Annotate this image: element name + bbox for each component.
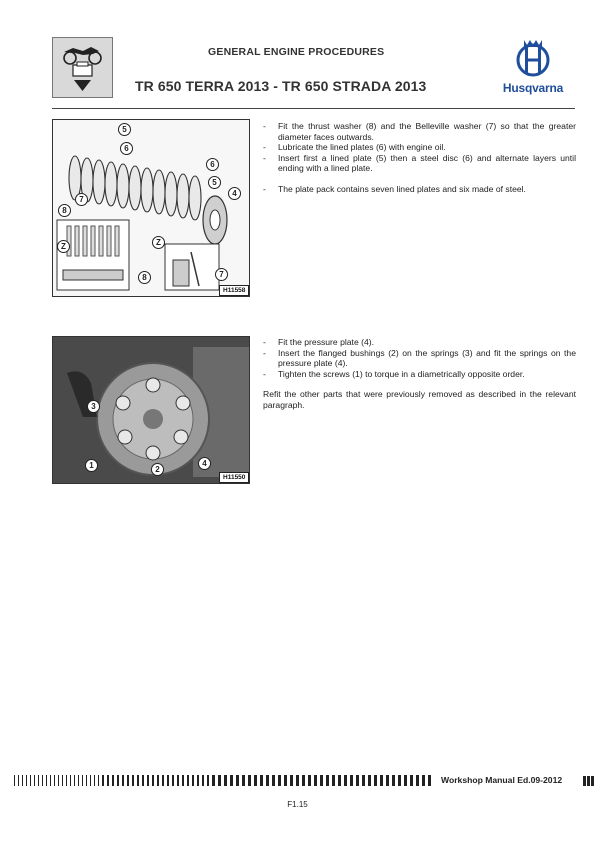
- brand-name: Husqvarna: [502, 81, 564, 95]
- instruction-item: - Insert first a lined plate (5) then a steel disc (6) and alternate layers until ending with a lined plate.: [263, 153, 576, 174]
- callout-4: 4: [198, 457, 211, 470]
- callout-2: 2: [151, 463, 164, 476]
- callout-z-left: Z: [57, 240, 70, 253]
- instruction-item: - Tighten the screws (1) to torque in a diametrically opposite order.: [263, 369, 576, 380]
- crown-icon: [492, 37, 574, 81]
- manual-edition: Workshop Manual Ed.09-2012: [441, 775, 563, 785]
- instruction-item: - Insert the flanged bushings (2) on the springs (3) and fit the springs on the pressure plate (4).: [263, 348, 576, 369]
- husqvarna-logo: [492, 37, 574, 99]
- footer-block-marks: [583, 776, 595, 786]
- instruction-item: - Fit the thrust washer (8) and the Belleville washer (7) so that the greater diameter faces outwards.: [263, 121, 576, 142]
- engine-workshop-icon: [52, 37, 113, 98]
- callout-7-detail: 7: [215, 268, 228, 281]
- figure-code: H11550: [219, 472, 249, 483]
- callout-5-right: 5: [208, 176, 221, 189]
- step1-instructions: [263, 121, 576, 195]
- engine-clutch-photo: [53, 337, 249, 483]
- instruction-item: - The plate pack contains seven lined plates and six made of steel.: [263, 184, 576, 195]
- barcode-strip-decoration: [14, 775, 432, 786]
- refit-note: Refit the other parts that were previously removed as described in the relevant paragraph.: [263, 389, 576, 410]
- callout-5: 5: [118, 123, 131, 136]
- pressure-plate-figure: [52, 336, 250, 484]
- section-title: GENERAL ENGINE PROCEDURES: [208, 46, 385, 58]
- figure-code: H11558: [219, 285, 249, 296]
- callout-8-detail: 8: [138, 271, 151, 284]
- instruction-item: - Lubricate the lined plates (6) with engine oil.: [263, 142, 576, 153]
- header-divider: [52, 108, 575, 109]
- model-title: TR 650 TERRA 2013 - TR 650 STRADA 2013: [135, 78, 427, 94]
- callout-7: 7: [75, 193, 88, 206]
- callout-3: 3: [87, 400, 100, 413]
- page-number: F1.15: [287, 800, 308, 809]
- callout-6-right: 6: [206, 158, 219, 171]
- callout-1: 1: [85, 459, 98, 472]
- callout-8: 8: [58, 204, 71, 217]
- callout-z-right: Z: [152, 236, 165, 249]
- instruction-item: - Fit the pressure plate (4).: [263, 337, 576, 348]
- callout-4: 4: [228, 187, 241, 200]
- step2-instructions: [263, 337, 576, 411]
- callout-6: 6: [120, 142, 133, 155]
- clutch-plate-pack-figure: [52, 119, 250, 297]
